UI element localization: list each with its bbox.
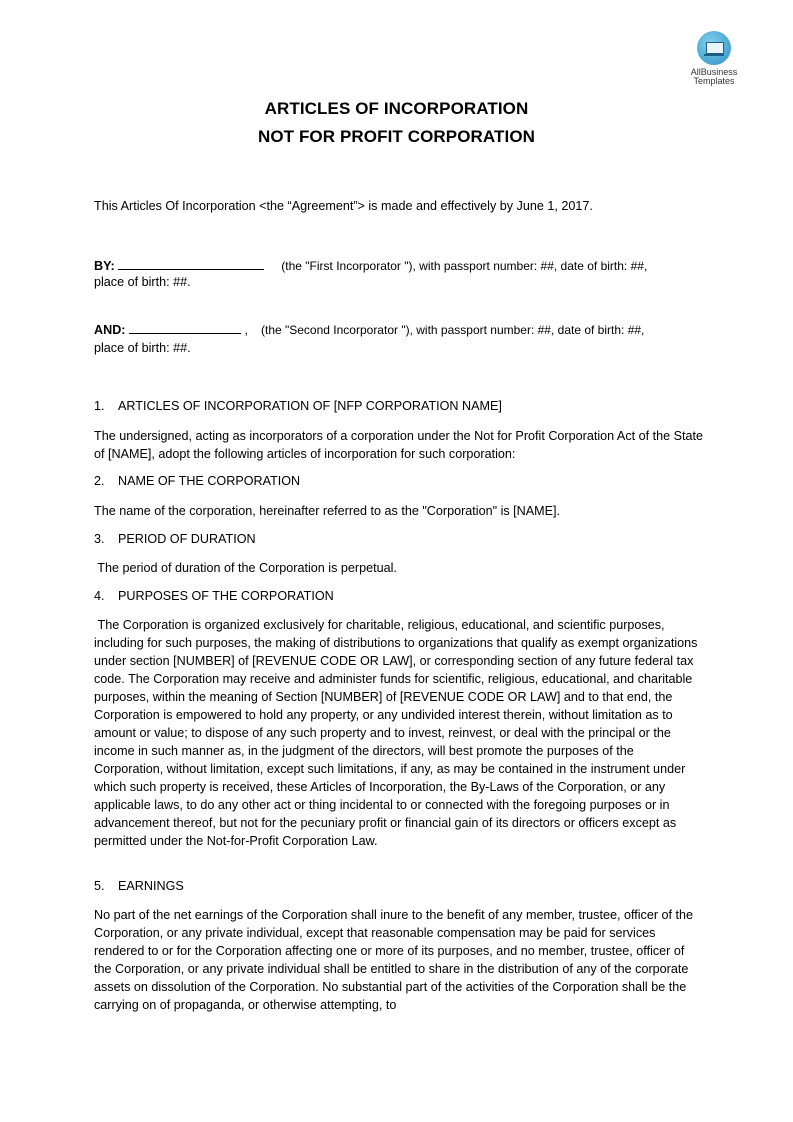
intro-paragraph: This Articles Of Incorporation <the “Agreement”> is made and effectively by June 1, 2017. <box>94 199 593 213</box>
section-number: 4. <box>94 589 105 603</box>
logo-text-line2: Templates <box>693 76 735 86</box>
by-label: BY: <box>94 259 115 273</box>
section-title: PURPOSES OF THE CORPORATION <box>118 589 334 603</box>
section-number: 1. <box>94 399 105 413</box>
section-title: NAME OF THE CORPORATION <box>118 474 301 488</box>
first-incorporator-birthplace: place of birth: ##. <box>94 275 191 289</box>
second-incorporator-line <box>94 321 644 337</box>
section-body: No part of the net earnings of the Corporation shall inure to the benefit of any member, trustee, officer of the Corporation, or any private individual, except that reasonable compensation may be paid for services rendered to or for the Corporation affecting one or more of its purposes, and no member, trustee, officer of the Corporation, or any private individual shall be entitled to share in the distribution of any of the corporate assets on dissolution of the Corporation. No substantial part of the activities of the Corporation shall be the carrying on of propaganda, or otherwise attempting, to <box>94 908 694 1012</box>
section-body: The undersigned, acting as incorporators of a corporation under the Not for Profit Corporation Act of the State of [NAME], adopt the following articles of incorporation for such corporation: <box>94 429 704 461</box>
section-title: ARTICLES OF INCORPORATION OF [NFP CORPORATION NAME] <box>118 399 502 413</box>
logo-text-line1: AllBusiness <box>690 67 738 77</box>
section-body: The Corporation is organized exclusively for charitable, religious, educational, and scientific purposes, including for such purposes, the making of distributions to organizations that qualify as exempt organizations under section [NUMBER] of [REVENUE CODE OR LAW], or corresponding section of any future federal tax code. The Corporation may receive and administer funds for scientific, religious, educational, and charitable purposes, within the meaning of Section [NUMBER] of [REVENUE CODE OR LAW] and to that end, the Corporation is empowered to hold any property, or any undivided interest therein, without limitation as to amount or value; to dispose of any such property and to invest, reinvest, or deal with the principal or the income in such manner as, in the judgment of the directors, will best promote the purposes of the Corporation, without limitation, except such limitations, if any, as may be contained in the instrument under which such property is received, these Articles of Incorporation, the By-Laws of the Corporation, or any applicable laws, to do any other act or thing incidental to or connected with the foregoing purposes or in advancement thereof, but not for the pecuniary profit or financial gain of its directors or officers except as permitted under the Not-for-Profit Corporation Law. <box>94 618 701 848</box>
section-number: 2. <box>94 474 105 488</box>
document-subtitle: NOT FOR PROFIT CORPORATION <box>257 127 536 146</box>
and-separator: , <box>244 323 248 337</box>
section-heading <box>94 399 502 413</box>
section-number: 3. <box>94 532 105 546</box>
second-incorporator-blank <box>129 321 241 334</box>
and-label: AND: <box>94 323 126 337</box>
second-incorporator-text: (the "Second Incorporator "), with passport number: ##, date of birth: ##, <box>260 323 645 337</box>
laptop-icon <box>697 31 731 65</box>
first-incorporator-line <box>94 257 647 273</box>
section-body: The period of duration of the Corporation is perpetual. <box>94 561 397 575</box>
section-heading <box>94 532 256 546</box>
document-title: ARTICLES OF INCORPORATION <box>264 99 529 118</box>
section-title: EARNINGS <box>118 879 184 893</box>
section-title: PERIOD OF DURATION <box>118 532 256 546</box>
section-heading <box>94 474 300 488</box>
allbusiness-templates-logo <box>682 31 746 86</box>
second-incorporator-birthplace: place of birth: ##. <box>94 341 191 355</box>
section-heading <box>94 589 334 603</box>
first-incorporator-text: (the "First Incorporator "), with passport number: ##, date of birth: ##, <box>281 259 648 273</box>
first-incorporator-blank <box>118 257 264 270</box>
section-heading <box>94 879 184 893</box>
section-number: 5. <box>94 879 105 893</box>
section-body: The name of the corporation, hereinafter referred to as the "Corporation" is [NAME]. <box>94 504 561 518</box>
